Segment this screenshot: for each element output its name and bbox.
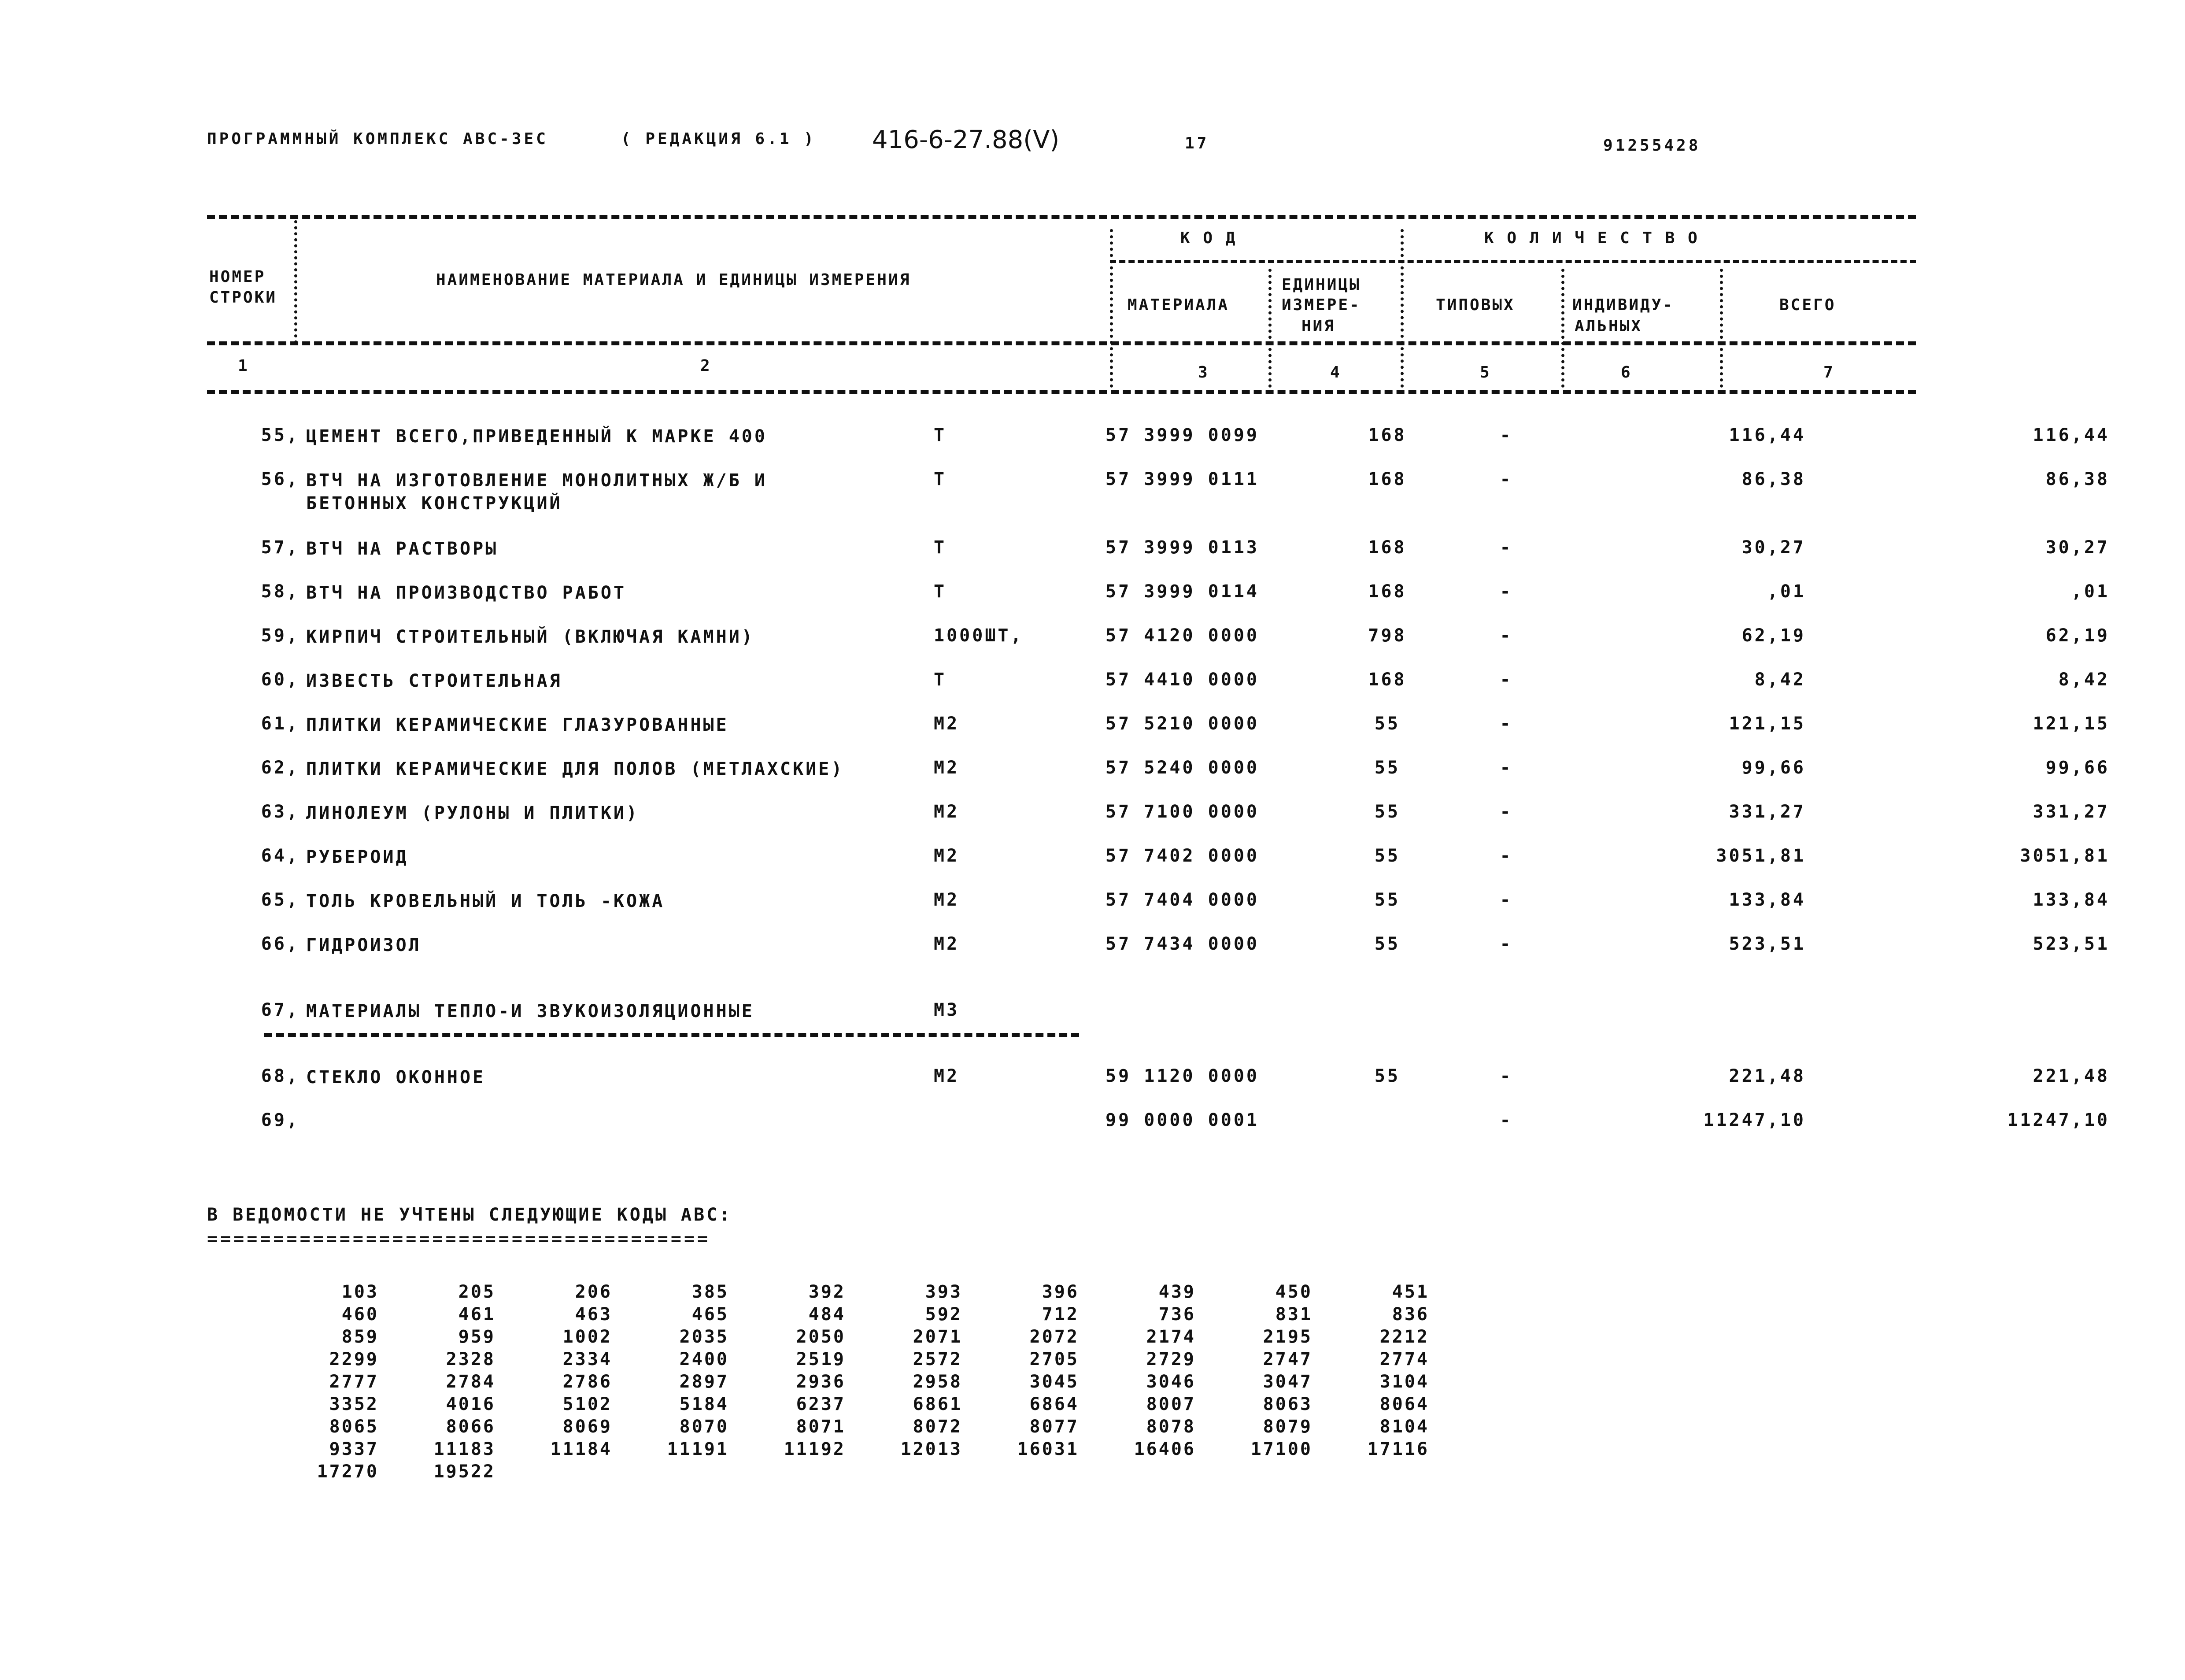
code-value: 463 [575,1304,612,1325]
row-typical: - [1500,581,1513,602]
code-value: 17116 [1367,1439,1429,1459]
row-name: ГИДРОИЗОЛ [306,935,421,955]
row-name: ВТЧ НА ПРОИЗВОДСТВО РАБОТ [306,583,627,603]
col-edinicy-label-3: НИЯ [1301,317,1336,335]
row-material-code: 57 5240 0000 [1105,758,1259,778]
row-number: 68, [261,1066,299,1086]
col-separator-6 [1720,269,1723,388]
row-material-code: 57 5210 0000 [1105,714,1259,734]
code-value: 396 [1042,1282,1079,1302]
code-value: 5102 [562,1394,612,1414]
code-value: 592 [925,1304,962,1325]
row-number: 59, [261,625,299,646]
code-value: 8065 [329,1417,379,1437]
name-label: НАИМЕНОВАНИЕ МАТЕРИАЛА И ЕДИНИЦЫ ИЗМЕРЕНИЯ [436,271,911,289]
row-total: 133,84 [2033,890,2110,910]
row-total: 221,48 [2033,1066,2110,1086]
col-separator-3 [1268,269,1272,388]
code-value: 17270 [317,1462,379,1482]
row-individual: 62,19 [1741,625,1806,646]
row-unit-code: 55 [1374,714,1401,734]
table-row [207,625,2110,670]
col-number-1: 1 [238,357,249,375]
row-material-code: 57 7404 0000 [1105,890,1259,910]
row-unit-code: 168 [1368,670,1407,690]
code-value: 392 [808,1282,846,1302]
row-number: 65, [261,890,299,910]
row-individual: 8,42 [1754,670,1806,690]
kolichestvo-group-label: К О Л И Ч Е С Т В О [1484,229,1699,247]
code-value: 2774 [1379,1349,1429,1369]
row-number: 56, [261,469,299,489]
row-typical: - [1500,1066,1513,1086]
row-individual: 30,27 [1741,537,1806,558]
row-individual: 116,44 [1729,425,1806,445]
code-value: 8072 [913,1417,962,1437]
code-value: 2299 [329,1349,379,1369]
edition-label: ( РЕДАКЦИЯ 6.1 ) [621,130,816,148]
row-name: КИРПИЧ СТРОИТЕЛЬНЫЙ (ВКЛЮЧАЯ КАМНИ) [306,627,754,647]
row-material-code: 57 4410 0000 [1105,670,1259,690]
table-row [207,581,2110,625]
row-number: 55, [261,425,299,445]
row-unit-code: 168 [1368,581,1407,602]
row-name: МАТЕРИАЛЫ ТЕПЛО-И ЗВУКОИЗОЛЯЦИОННЫЕ [306,1001,754,1021]
col-edinicy-label-1: ЕДИНИЦЫ [1282,276,1361,294]
project-number: 416-6-27.88(V) [872,126,1060,154]
row-unit-code: 55 [1374,802,1401,822]
table-row [207,934,2110,978]
row-number: 63, [261,802,299,822]
row-number: 62, [261,758,299,778]
code-value: 205 [458,1282,495,1302]
col-indiv-label-1: ИНДИВИДУ- [1572,296,1675,314]
code-value: 2035 [679,1327,729,1347]
row-unit: Т [934,469,947,489]
code-value: 385 [691,1282,729,1302]
code-value: 8070 [679,1417,729,1437]
row-material-code: 99 0000 0001 [1105,1110,1259,1130]
code-value: 6237 [796,1394,846,1414]
row-individual: 133,84 [1729,890,1806,910]
row-67-underline [264,1033,1079,1037]
col-number-5: 5 [1480,363,1491,381]
code-value: 859 [341,1327,379,1347]
row-typical: - [1500,469,1513,489]
footer-title-underline: ====================================== [207,1229,711,1249]
code-value: 8079 [1263,1417,1312,1437]
code-value: 2786 [562,1372,612,1392]
row-unit: М2 [934,846,960,866]
col-separator-1 [294,220,297,344]
code-value: 8078 [1146,1417,1196,1437]
code-value: 8077 [1029,1417,1079,1437]
col-indiv-label-2: АЛЬНЫХ [1575,317,1643,335]
code-value: 461 [458,1304,495,1325]
row-individual: 331,27 [1729,802,1806,822]
row-name: ПЛИТКИ КЕРАМИЧЕСКИЕ ДЛЯ ПОЛОВ (МЕТЛАХСКИЕ) [306,759,844,779]
code-value: 2400 [679,1349,729,1369]
code-value: 19522 [433,1462,495,1482]
code-value: 2777 [329,1372,379,1392]
row-typical: - [1500,1110,1513,1130]
row-individual: 221,48 [1729,1066,1806,1086]
code-value: 2195 [1263,1327,1312,1347]
row-typical: - [1500,537,1513,558]
col-separator-2 [1110,229,1113,388]
col-number-6: 6 [1621,363,1632,381]
code-value: 2328 [446,1349,495,1369]
row-name: ВТЧ НА РАСТВОРЫ [306,539,499,559]
code-value: 3352 [329,1394,379,1414]
row-total: 331,27 [2033,802,2110,822]
code-value: 8063 [1263,1394,1312,1414]
row-total: ,01 [2071,581,2110,602]
code-value: 393 [925,1282,962,1302]
table-row [207,1110,2110,1154]
row-name: ЛИНОЛЕУМ (РУЛОНЫ И ПЛИТКИ) [306,803,640,823]
col-material-label: МАТЕРИАЛА [1128,296,1230,314]
row-number: 66, [261,934,299,954]
row-unit-code: 798 [1368,625,1407,646]
row-unit: Т [934,670,947,690]
code-value: 736 [1158,1304,1196,1325]
col-tipovyh-label: ТИПОВЫХ [1436,296,1515,314]
code-value: 2334 [562,1349,612,1369]
row-total: 99,66 [2045,758,2110,778]
code-value: 460 [341,1304,379,1325]
row-unit: М2 [934,1066,960,1086]
code-value: 3047 [1263,1372,1312,1392]
row-unit: М2 [934,758,960,778]
row-material-code: 57 7100 0000 [1105,802,1259,822]
row-typical: - [1500,802,1513,822]
row-unit-code: 168 [1368,425,1407,445]
row-unit: Т [934,537,947,558]
row-material-code: 57 4120 0000 [1105,625,1259,646]
row-individual: 3051,81 [1716,846,1806,866]
table-row [207,469,2110,526]
row-typical: - [1500,670,1513,690]
table-row [207,714,2110,758]
row-typical: - [1500,934,1513,954]
row-individual: 86,38 [1741,469,1806,489]
code-value: 16031 [1017,1439,1079,1459]
row-number: 60, [261,670,299,690]
code-value: 1002 [562,1327,612,1347]
row-number: 69, [261,1110,299,1130]
code-value: 2729 [1146,1349,1196,1369]
table-row [207,1000,1916,1044]
row-name: СТЕКЛО ОКОННОЕ [306,1067,486,1088]
row-individual: 11247,10 [1703,1110,1806,1130]
code-value: 2050 [796,1327,846,1347]
rule-mid [207,341,1916,345]
document-id: 91255428 [1603,137,1701,155]
code-value: 2072 [1029,1327,1079,1347]
row-typical: - [1500,425,1513,445]
code-value: 9337 [329,1439,379,1459]
code-value: 836 [1392,1304,1429,1325]
row-material-code: 57 3999 0113 [1105,537,1259,558]
code-value: 831 [1275,1304,1312,1325]
row-unit: М2 [934,934,960,954]
row-typical: - [1500,625,1513,646]
row-typical: - [1500,714,1513,734]
row-number: 64, [261,846,299,866]
row-typical: - [1500,890,1513,910]
col-separator-4 [1401,229,1404,388]
table-row [207,890,2110,934]
row-number: 61, [261,714,299,734]
table-row [207,1066,2110,1110]
code-value: 2174 [1146,1327,1196,1347]
code-value: 8071 [796,1417,846,1437]
code-value: 959 [458,1327,495,1347]
row-unit: М2 [934,890,960,910]
code-value: 2784 [446,1372,495,1392]
row-material-code: 59 1120 0000 [1105,1066,1259,1086]
row-name: ЦЕМЕНТ ВСЕГО,ПРИВЕДЕННЫЙ К МАРКЕ 400 [306,426,767,447]
row-unit-code: 55 [1374,934,1401,954]
code-value: 450 [1275,1282,1312,1302]
table-row [207,670,2110,714]
rule-group [1110,260,1916,263]
row-individual: 523,51 [1729,934,1806,954]
code-value: 16406 [1134,1439,1196,1459]
code-value: 3104 [1379,1372,1429,1392]
row-name: ВТЧ НА ИЗГОТОВЛЕНИЕ МОНОЛИТНЫХ Ж/Б И [306,470,767,491]
row-total: 62,19 [2045,625,2110,646]
code-value: 451 [1392,1282,1429,1302]
row-unit-code: 55 [1374,890,1401,910]
code-value: 11184 [550,1439,612,1459]
row-material-code: 57 7434 0000 [1105,934,1259,954]
row-typical: - [1500,846,1513,866]
code-value: 4016 [446,1394,495,1414]
row-material-code: 57 7402 0000 [1105,846,1259,866]
row-total: 11247,10 [2007,1110,2110,1130]
code-value: 2212 [1379,1327,1429,1347]
table-row [207,537,2110,581]
row-unit: 1000ШТ, [934,625,1024,646]
code-value: 11183 [433,1439,495,1459]
footer-title: В ВЕДОМОСТИ НЕ УЧТЕНЫ СЛЕДУЮЩИЕ КОДЫ АВС: [207,1205,732,1225]
row-unit-code: 168 [1368,537,1407,558]
row-number: 67, [261,1000,299,1020]
row-name-continuation: БЕТОННЫХ КОНСТРУКЦИЙ [306,493,562,514]
code-value: 8104 [1379,1417,1429,1437]
code-value: 17100 [1250,1439,1312,1459]
table-row [207,758,2110,802]
col-number-3: 3 [1198,363,1209,381]
col-vsego-label: ВСЕГО [1779,296,1836,314]
row-total: 30,27 [2045,537,2110,558]
code-value: 8066 [446,1417,495,1437]
rule-bottom [207,390,1916,394]
code-value: 5184 [679,1394,729,1414]
code-value: 11192 [784,1439,846,1459]
table-row [207,846,2110,890]
num-label-1: НОМЕР [209,268,266,286]
code-value: 8007 [1146,1394,1196,1414]
code-value: 2705 [1029,1349,1079,1369]
col-number-4: 4 [1330,363,1342,381]
row-name: РУБЕРОИД [306,847,409,867]
row-number: 57, [261,537,299,558]
row-material-code: 57 3999 0114 [1105,581,1259,602]
row-individual: 121,15 [1729,714,1806,734]
code-value: 6864 [1029,1394,1079,1414]
row-unit: М2 [934,802,960,822]
code-value: 2071 [913,1327,962,1347]
code-value: 3045 [1029,1372,1079,1392]
rule-top [207,215,1916,219]
row-name: ИЗВЕСТЬ СТРОИТЕЛЬНАЯ [306,671,562,691]
col-number-2: 2 [700,357,712,375]
row-unit-code: 55 [1374,758,1401,778]
table-row [207,425,2110,469]
code-value: 11191 [667,1439,729,1459]
row-total: 121,15 [2033,714,2110,734]
num-label-2: СТРОКИ [209,289,277,307]
code-value: 484 [808,1304,846,1325]
row-unit-code: 55 [1374,846,1401,866]
table-row [207,802,2110,846]
row-name: ПЛИТКИ КЕРАМИЧЕСКИЕ ГЛАЗУРОВАННЫЕ [306,715,729,735]
row-typical: - [1500,758,1513,778]
code-value: 2572 [913,1349,962,1369]
page-number: 17 [1185,134,1209,152]
row-number: 58, [261,581,299,602]
row-unit-code: 55 [1374,1066,1401,1086]
code-value: 2519 [796,1349,846,1369]
row-unit: М3 [934,1000,960,1020]
code-value: 8064 [1379,1394,1429,1414]
row-total: 3051,81 [2020,846,2110,866]
row-total: 116,44 [2033,425,2110,445]
code-value: 103 [341,1282,379,1302]
row-individual: ,01 [1767,581,1806,602]
code-value: 2747 [1263,1349,1312,1369]
code-value: 206 [575,1282,612,1302]
program-title: ПРОГРАММНЫЙ КОМПЛЕКС АВС-3ЕС [207,130,548,148]
row-individual: 99,66 [1741,758,1806,778]
code-value: 439 [1158,1282,1196,1302]
code-value: 2897 [679,1372,729,1392]
col-separator-5 [1561,269,1564,388]
row-material-code: 57 3999 0111 [1105,469,1259,489]
code-value: 3046 [1146,1372,1196,1392]
row-unit: М2 [934,714,960,734]
code-value: 712 [1042,1304,1079,1325]
kod-group-label: К О Д [1180,229,1237,247]
col-edinicy-label-2: ИЗМЕРЕ- [1282,296,1361,314]
code-value: 2958 [913,1372,962,1392]
row-total: 8,42 [2058,670,2110,690]
row-total: 86,38 [2045,469,2110,489]
row-total: 523,51 [2033,934,2110,954]
code-value: 2936 [796,1372,846,1392]
code-value: 12013 [900,1439,962,1459]
row-unit: Т [934,425,947,445]
row-unit-code: 168 [1368,469,1407,489]
code-value: 465 [691,1304,729,1325]
col-number-7: 7 [1823,363,1835,381]
row-material-code: 57 3999 0099 [1105,425,1259,445]
code-value: 8069 [562,1417,612,1437]
row-name: ТОЛЬ КРОВЕЛЬНЫЙ И ТОЛЬ -КОЖА [306,891,665,911]
code-value: 6861 [913,1394,962,1414]
row-unit: Т [934,581,947,602]
